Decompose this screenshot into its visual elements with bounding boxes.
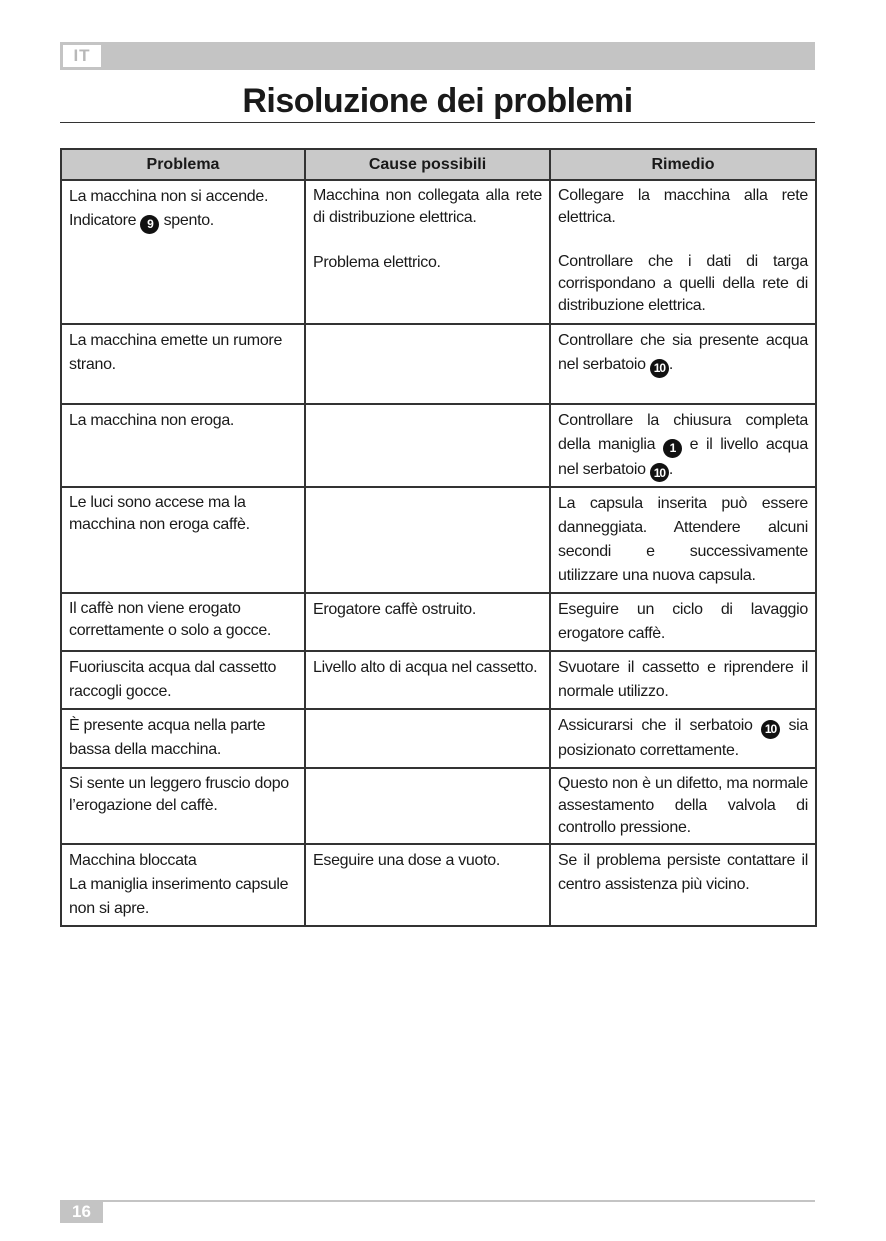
cause-cell [305,324,550,404]
remedy-cell: La capsula inserita può essere danneggiata. Attendere alcuni secondi e successivamente utilizzare una nuova capsula. [550,487,816,593]
table-header-row [61,149,816,180]
handle-1-icon: 1 [663,439,682,458]
table-row [61,768,816,844]
problem-cell: Il caffè non viene erogato correttamente o solo a gocce. [61,593,305,651]
cause-cell: Eseguire una dose a vuoto. [305,844,550,926]
tank-10-icon: 10 [650,359,669,378]
cause-cell [305,768,550,844]
cause-cell [305,404,550,487]
cause-cell [305,487,550,593]
problem-cell: La macchina non eroga. [61,404,305,487]
remedy-cell: Svuotare il cassetto e riprendere il normale utilizzo. [550,651,816,709]
cause-cell: Erogatore caffè ostruito. [305,593,550,651]
remedy-cell: Controllare la chiusura completa della maniglia 1 e il livello acqua nel serbatoio 10 . [550,404,816,487]
remedy-cell: Questo non è un difetto, ma normale assestamento della valvola di controllo pressione. [550,768,816,844]
table-row [61,844,816,926]
title-underline [60,122,815,123]
cause-cell [305,709,550,768]
table-row [61,324,816,404]
header-problema: Problema [61,149,305,180]
indicator-9-icon: 9 [140,215,159,234]
table-row [61,487,816,593]
problem-cell: La macchina emette un rumore strano. [61,324,305,404]
problem-cell: Fuoriuscita acqua dal cassetto raccogli gocce. [61,651,305,709]
problem-cell: Si sente un leggero fruscio dopo l’erogazione del caffè. [61,768,305,844]
footer-rule [103,1200,815,1202]
language-code: IT [63,45,101,67]
remedy-cell: Assicurarsi che il serbatoio 10 sia posizionato correttamente. [550,709,816,768]
cause-cell: Macchina non collegata alla rete di distribuzione elettrica. Problema elettrico. [305,180,550,324]
page-title: Risoluzione dei problemi [242,82,633,120]
troubleshooting-table [60,148,817,927]
language-bar [60,42,815,70]
table-row [61,404,816,487]
remedy-cell: Se il problema persiste contattare il centro assistenza più vicino. [550,844,816,926]
problem-cell: È presente acqua nella parte bassa della macchina. [61,709,305,768]
remedy-cell: Collegare la macchina alla rete elettrica. Controllare che i dati di targa corrispondano a quelli della rete di distribuzione elettrica. [550,180,816,324]
problem-cell: La macchina non si accende. Indicatore 9 spento. [61,180,305,324]
table-row [61,651,816,709]
problem-cell: Le luci sono accese ma la macchina non eroga caffè. [61,487,305,593]
table-row [61,180,816,324]
remedy-cell: Eseguire un ciclo di lavaggio erogatore caffè. [550,593,816,651]
cause-cell: Livello alto di acqua nel cassetto. [305,651,550,709]
header-rimedio: Rimedio [550,149,816,180]
tank-10-icon: 10 [650,463,669,482]
remedy-cell: Controllare che sia presente acqua nel serbatoio 10 . [550,324,816,404]
table-row [61,593,816,651]
header-cause: Cause possibili [305,149,550,180]
problem-cell: Macchina bloccata La maniglia inserimento capsule non si apre. [61,844,305,926]
table-row [61,709,816,768]
tank-10-icon: 10 [761,720,780,739]
page-number: 16 [60,1200,103,1223]
